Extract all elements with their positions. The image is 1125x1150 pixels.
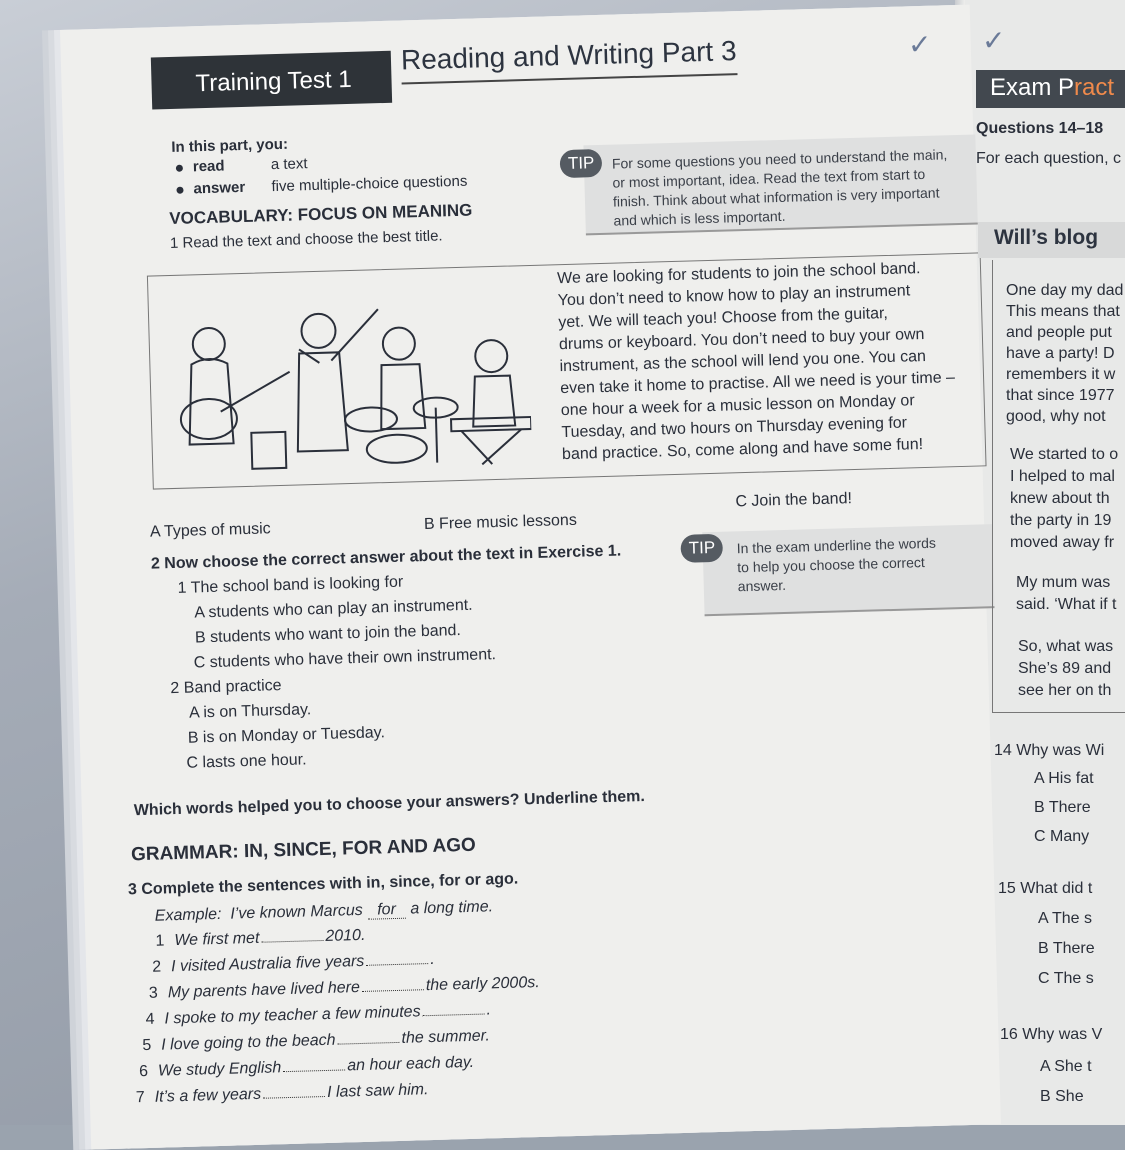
questions-label: Questions 14–18: [976, 120, 1104, 137]
exercise-3-heading: 3 Complete the sentences with in, since, for or ago.: [127, 870, 519, 899]
answer-option[interactable]: B is on Monday or Tuesday.: [187, 724, 386, 747]
blog-paragraph: We started to o I helped to mal knew about th the party in 19 moved away fr: [1010, 446, 1119, 551]
pen-tick-mark: ✓: [982, 25, 1006, 56]
answer-option[interactable]: B students who want to join the band.: [194, 622, 462, 647]
blog-paragraph: My mum was said. ‘What if t: [1016, 574, 1117, 613]
instruction: For each question, c: [976, 150, 1121, 167]
exam-practice-label: Exam Pract: [976, 70, 1125, 108]
gap-sentence[interactable]: 5 I love going to the beach the summer.: [142, 1027, 491, 1055]
title-option-b[interactable]: B Free music lessons: [423, 511, 578, 534]
answer-option[interactable]: A is on Thursday.: [188, 701, 312, 722]
exercise-1-instruction: 1 Read the text and choose the best title.: [169, 227, 443, 253]
gap-sentence[interactable]: 1 We first met 2010.: [155, 926, 366, 950]
blog-title: Will’s blog: [978, 222, 1125, 258]
intro-bullet: read a text: [176, 155, 308, 176]
gap-sentence[interactable]: 6 We study English an hour each day.: [138, 1053, 475, 1081]
answer-option[interactable]: B There: [1034, 799, 1091, 816]
band-illustration: [167, 285, 532, 475]
exercise-2-heading: 2 Now choose the correct answer about the text in Exercise 1.: [150, 542, 622, 573]
underline-instruction: Which words helped you to choose your answers? Underline them.: [133, 787, 646, 820]
answer-option[interactable]: C lasts one hour.: [186, 751, 307, 772]
pen-tick-mark: ✓: [908, 29, 932, 60]
answer-option[interactable]: A The s: [1038, 910, 1092, 927]
question-2: 2 Band practice: [170, 677, 282, 698]
answer-option[interactable]: C Many: [1034, 828, 1090, 845]
tip-text: For some questions you need to understand the main, or most important, idea. Read the text from start to finish. Think about what information is very important and which is less important.: [611, 146, 948, 229]
section-title: Reading and Writing Part 3: [401, 35, 738, 84]
answer-option[interactable]: A students who can play an instrument.: [194, 596, 473, 622]
intro-heading: In this part, you:: [171, 135, 289, 156]
answer-option[interactable]: B There: [1038, 940, 1095, 957]
left-page: [60, 5, 1001, 1150]
gap-sentence[interactable]: 4 I spoke to my teacher a few minutes .: [145, 1001, 492, 1028]
answer-option[interactable]: C students who have their own instrument.: [193, 646, 497, 672]
intro-bullet: answer five multiple-choice questions: [176, 173, 467, 198]
answer-option[interactable]: B She: [1040, 1088, 1084, 1105]
answer-option[interactable]: A His fat: [1034, 770, 1094, 787]
tip-badge: TIP: [560, 149, 603, 178]
question-16: 16 Why was V: [1000, 1026, 1103, 1043]
answer-option[interactable]: C The s: [1038, 970, 1094, 987]
reading-text: We are looking for students to join the school band. You don’t need to know how to play an instrument yet. We will teach you! Choose from the guitar, drums or keyboard. You don’t need to buy your own instrument, as the school will lend you one. You can even take it home to practise. All we need is your time – one hour a week for a music lesson on Monday or Tuesday, and two hours on Thursday evening for band practice. So, come along and have some fun!: [556, 260, 956, 464]
title-option-a[interactable]: A Types of music: [149, 520, 271, 541]
question-15: 15 What did t: [998, 880, 1093, 897]
example-sentence: Example: I’ve known Marcus for a long time.: [154, 898, 494, 925]
blog-paragraph: One day my dad This means that and people put have a party! D remembers it w that since 1977 good, why not: [1006, 282, 1124, 425]
blog-paragraph: So, what was She’s 89 and see her on th: [1018, 638, 1114, 699]
question-14: 14 Why was Wi: [994, 742, 1105, 759]
title-option-c[interactable]: C Join the band!: [735, 490, 853, 511]
gap-sentence[interactable]: 7 It’s a few years I last saw him.: [135, 1081, 429, 1107]
training-test-label: Training Test 1: [151, 51, 392, 110]
question-1: 1 The school band is looking for: [177, 573, 404, 597]
gap-sentence[interactable]: 3 My parents have lived here the early 2000s.: [148, 973, 540, 1002]
gap-sentence[interactable]: 2 I visited Australia five years .: [151, 950, 435, 976]
grammar-heading: GRAMMAR: IN, SINCE, FOR AND AGO: [130, 834, 477, 866]
tip-text-2: In the exam underline the words to help you choose the correct answer.: [736, 534, 937, 595]
answer-option[interactable]: A She t: [1040, 1058, 1092, 1075]
vocabulary-heading: VOCABULARY: FOCUS ON MEANING: [169, 200, 473, 229]
tip-badge-2: TIP: [680, 534, 723, 563]
